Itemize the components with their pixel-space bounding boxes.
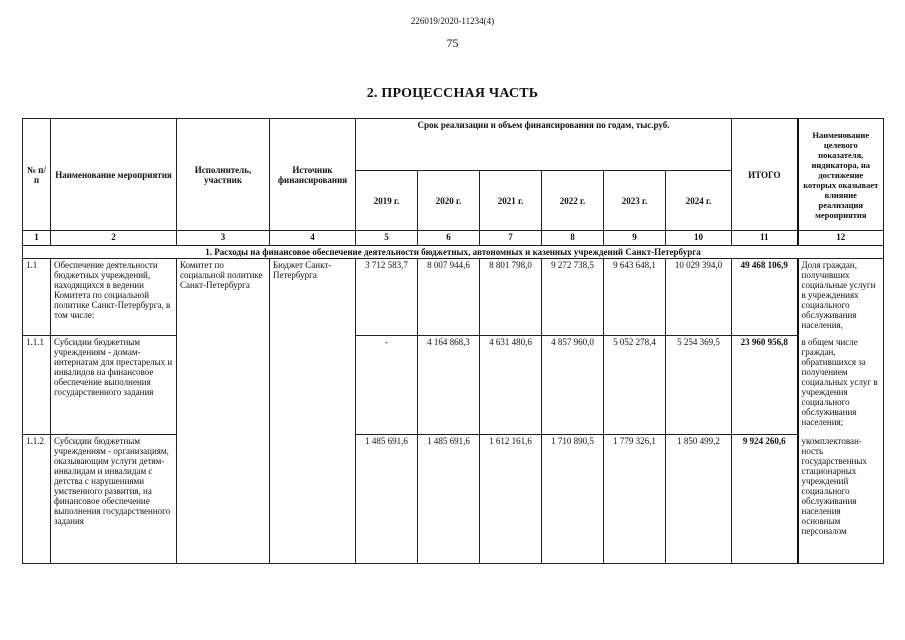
row-name: Обеспечение деятельности бюджетных учреждений, находящихся в ведении Комитета по социальной политике Санкт-Петербурга, в том числе: bbox=[51, 259, 177, 336]
column-number: 3 bbox=[177, 231, 270, 246]
row-indicator: Доля граждан, получивших социальные услуги в учреждениях социального обслуживания населения, bbox=[798, 259, 884, 336]
row-name: Субсидии бюджетным учреждениям - домам-интернатам для престарелых и инвалидов на финансовое обеспечение выполнения государственного задания bbox=[51, 336, 177, 435]
row-value-2020: 4 164 868,3 bbox=[418, 336, 480, 435]
row-value-2021: 1 612 161,6 bbox=[480, 435, 542, 564]
table-row bbox=[23, 259, 884, 336]
section-row-title: 1. Расходы на финансовое обеспечение деятельности бюджетных, автономных и казенных учреждений Санкт-Петербурга bbox=[23, 246, 884, 259]
header-year-2024: 2024 г. bbox=[666, 171, 732, 231]
row-value-2023: 1 779 326,1 bbox=[604, 435, 666, 564]
header-row-1 bbox=[23, 119, 884, 171]
row-total: 49 468 106,9 bbox=[732, 259, 798, 336]
row-value-2020: 8 007 944,6 bbox=[418, 259, 480, 336]
column-number: 6 bbox=[418, 231, 480, 246]
row-value-2024: 1 850 499,2 bbox=[666, 435, 732, 564]
row-indicator: в общем числе граждан, обратившихся за получением социальных услуг в учреждения социального обслуживания населения; bbox=[798, 336, 884, 435]
column-number: 5 bbox=[356, 231, 418, 246]
header-year-2023: 2023 г. bbox=[604, 171, 666, 231]
header-num: № п/п bbox=[23, 119, 51, 231]
row-value-2023: 5 052 278,4 bbox=[604, 336, 666, 435]
table-row bbox=[23, 336, 884, 435]
financing-table bbox=[22, 118, 884, 564]
row-name: Субсидии бюджетным учреждениям - организациям, оказывающим услуги детям-инвалидам и инвалидам с детства с нарушениями умственного развития, на финансовое обеспечение выполнения государственного задания bbox=[51, 435, 177, 564]
section-row bbox=[23, 246, 884, 259]
row-value-2022: 4 857 960,0 bbox=[542, 336, 604, 435]
row-value-2019: - bbox=[356, 336, 418, 435]
header-name: Наименование мероприятия bbox=[51, 119, 177, 231]
header-indicator: Наименование целевого показателя, индикатора, на достижение которых оказывает влияние реализация мероприятия bbox=[798, 119, 884, 231]
column-number: 2 bbox=[51, 231, 177, 246]
row-value-2021: 4 631 480,6 bbox=[480, 336, 542, 435]
row-executor: Комитет по социальной политике Санкт-Петербурга bbox=[177, 259, 270, 564]
document-registration-number: 226019/2020-11234(4) bbox=[410, 16, 495, 26]
row-num: 1.1.1 bbox=[23, 336, 51, 435]
row-num: 1.1.2 bbox=[23, 435, 51, 564]
header-year-2021: 2021 г. bbox=[480, 171, 542, 231]
row-value-2019: 3 712 583,7 bbox=[356, 259, 418, 336]
header-year-2022: 2022 г. bbox=[542, 171, 604, 231]
header-period-group: Срок реализации и объем финансирования по годам, тыс.руб. bbox=[356, 119, 732, 171]
row-value-2024: 5 254 369,5 bbox=[666, 336, 732, 435]
column-number: 8 bbox=[542, 231, 604, 246]
row-indicator: укомплектован-ность государственных стационарных учреждений социального обслуживания населения основным персоналом bbox=[798, 435, 884, 564]
page-number: 75 bbox=[446, 36, 459, 50]
row-value-2024: 10 029 394,0 bbox=[666, 259, 732, 336]
header-total: ИТОГО bbox=[732, 119, 798, 231]
section-title: 2. ПРОЦЕССНАЯ ЧАСТЬ bbox=[366, 86, 539, 101]
column-number: 1 bbox=[23, 231, 51, 246]
header-source: Источник финансирования bbox=[270, 119, 356, 231]
row-value-2019: 1 485 691,6 bbox=[356, 435, 418, 564]
column-number: 7 bbox=[480, 231, 542, 246]
row-value-2022: 1 710 890,5 bbox=[542, 435, 604, 564]
row-total: 9 924 260,6 bbox=[732, 435, 798, 564]
row-value-2021: 8 801 798,0 bbox=[480, 259, 542, 336]
column-number: 11 bbox=[732, 231, 798, 246]
column-number: 4 bbox=[270, 231, 356, 246]
row-total: 23 960 956,8 bbox=[732, 336, 798, 435]
column-number: 9 bbox=[604, 231, 666, 246]
column-number-row bbox=[23, 231, 884, 246]
row-source: Бюджет Санкт-Петербурга bbox=[270, 259, 356, 564]
header-year-2019: 2019 г. bbox=[356, 171, 418, 231]
header-year-2020: 2020 г. bbox=[418, 171, 480, 231]
row-value-2023: 9 643 648,1 bbox=[604, 259, 666, 336]
row-num: 1.1 bbox=[23, 259, 51, 336]
column-number: 10 bbox=[666, 231, 732, 246]
row-value-2022: 9 272 738,5 bbox=[542, 259, 604, 336]
header-executor: Исполнитель, участник bbox=[177, 119, 270, 231]
column-number: 12 bbox=[798, 231, 884, 246]
row-value-2020: 1 485 691,6 bbox=[418, 435, 480, 564]
table-row bbox=[23, 435, 884, 564]
